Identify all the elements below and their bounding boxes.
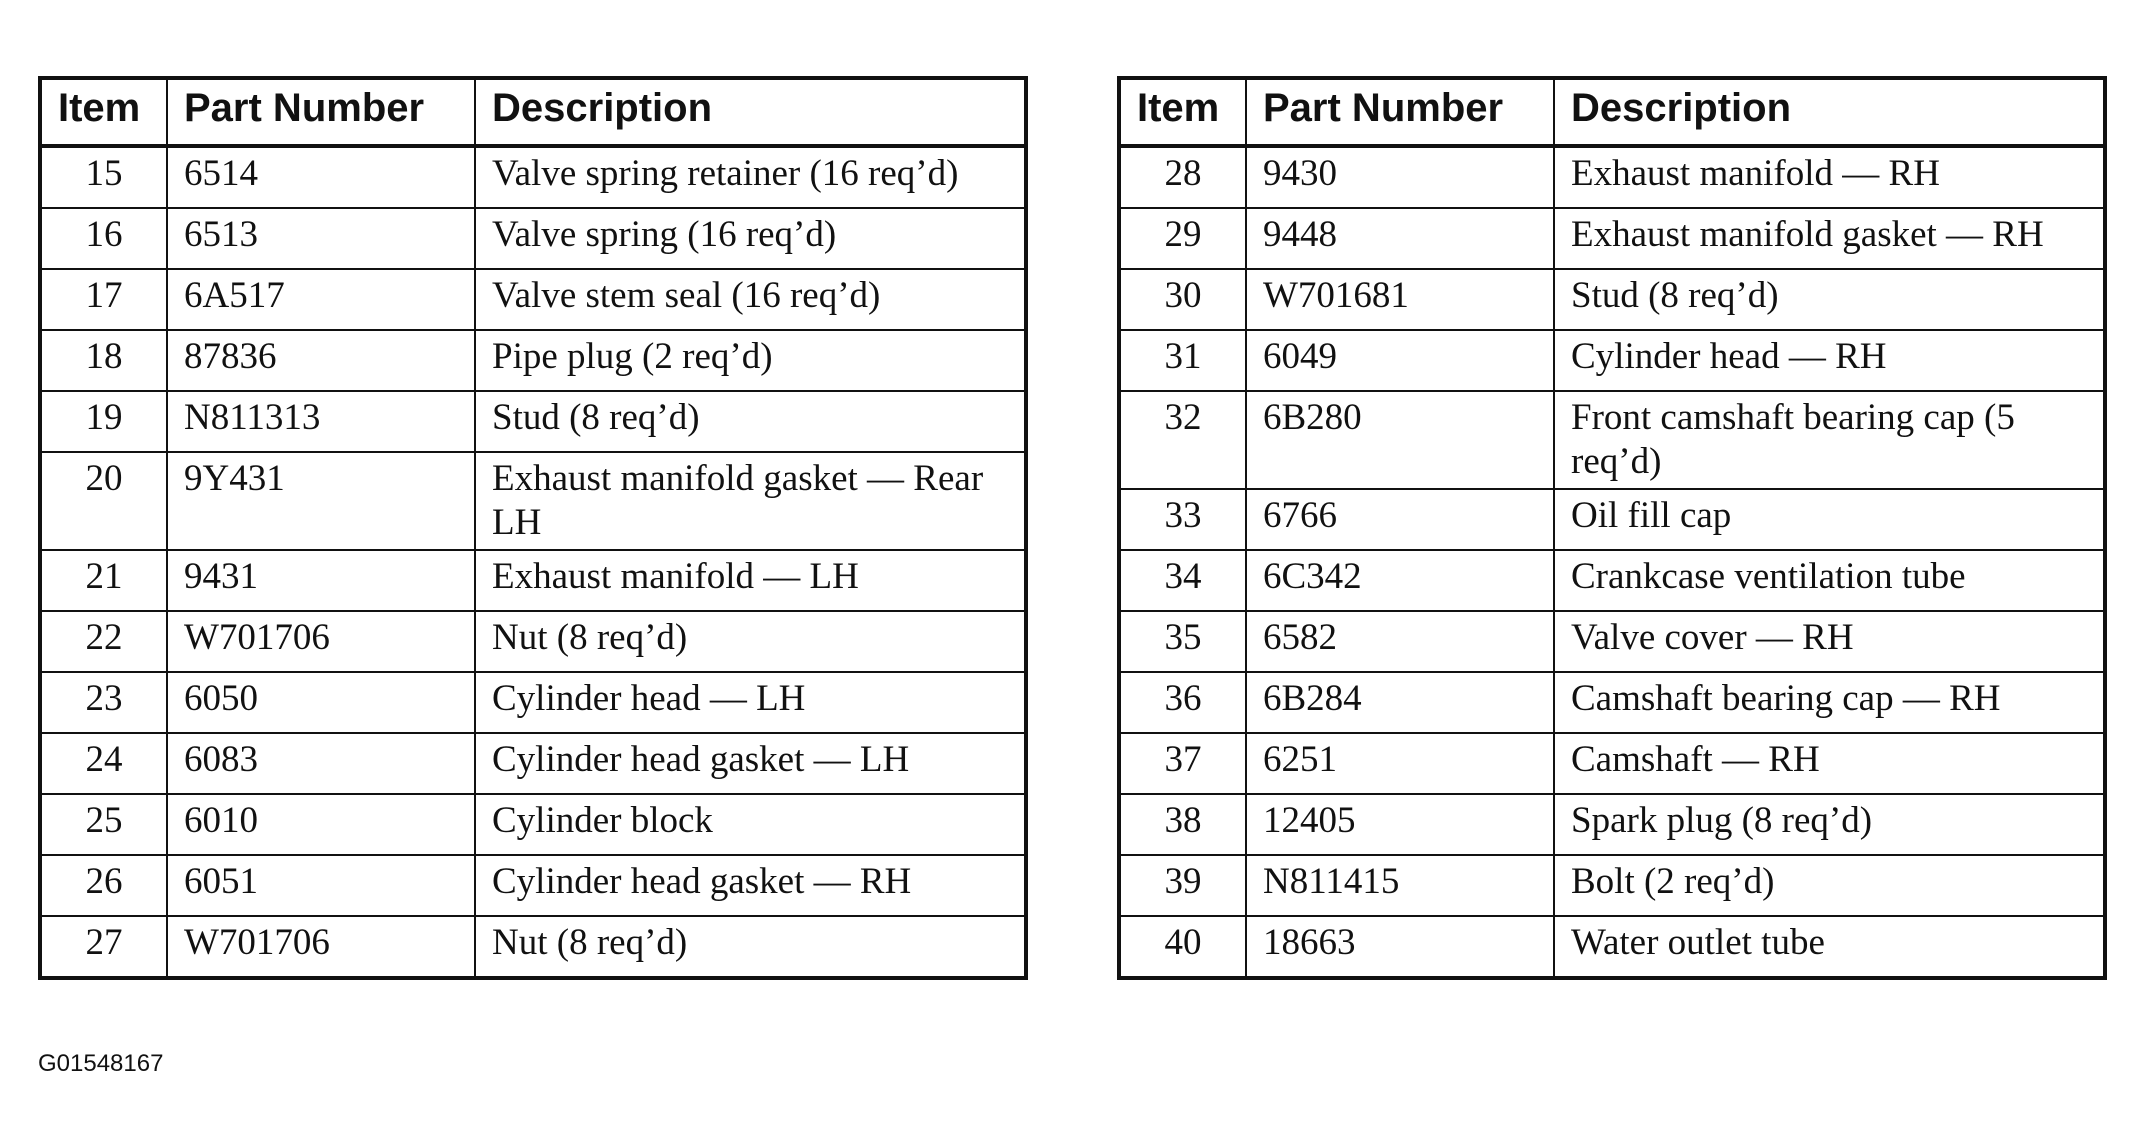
description-cell: Exhaust manifold — LH bbox=[475, 550, 1026, 611]
part-number-cell: 6083 bbox=[167, 733, 475, 794]
header-item: Item bbox=[40, 78, 167, 146]
parts-table-left bbox=[38, 76, 1028, 980]
item-cell: 38 bbox=[1119, 794, 1246, 855]
table-row bbox=[1119, 855, 2105, 916]
header-part-number: Part Number bbox=[1246, 78, 1554, 146]
table-row bbox=[40, 672, 1026, 733]
part-number-cell: 12405 bbox=[1246, 794, 1554, 855]
item-cell: 16 bbox=[40, 208, 167, 269]
description-cell: Cylinder block bbox=[475, 794, 1026, 855]
parts-table-right bbox=[1117, 76, 2107, 980]
table-row bbox=[40, 269, 1026, 330]
header-part-number: Part Number bbox=[167, 78, 475, 146]
description-cell: Valve stem seal (16 req’d) bbox=[475, 269, 1026, 330]
part-number-cell: 87836 bbox=[167, 330, 475, 391]
item-cell: 24 bbox=[40, 733, 167, 794]
item-cell: 20 bbox=[40, 452, 167, 550]
table-row bbox=[1119, 794, 2105, 855]
description-cell: Bolt (2 req’d) bbox=[1554, 855, 2105, 916]
item-cell: 29 bbox=[1119, 208, 1246, 269]
table-row bbox=[40, 733, 1026, 794]
table-row bbox=[40, 452, 1026, 550]
item-cell: 21 bbox=[40, 550, 167, 611]
part-number-cell: W701706 bbox=[167, 611, 475, 672]
part-number-cell: 6B284 bbox=[1246, 672, 1554, 733]
description-cell: Valve cover — RH bbox=[1554, 611, 2105, 672]
part-number-cell: 9431 bbox=[167, 550, 475, 611]
item-cell: 34 bbox=[1119, 550, 1246, 611]
table-row bbox=[40, 611, 1026, 672]
part-number-cell: 9Y431 bbox=[167, 452, 475, 550]
item-cell: 39 bbox=[1119, 855, 1246, 916]
table-row bbox=[1119, 489, 2105, 550]
figure-code: G01548167 bbox=[38, 1050, 164, 1077]
description-cell: Water outlet tube bbox=[1554, 916, 2105, 978]
table-row bbox=[40, 208, 1026, 269]
part-number-cell: N811313 bbox=[167, 391, 475, 452]
table-row bbox=[1119, 550, 2105, 611]
table-header-row bbox=[40, 78, 1026, 146]
part-number-cell: N811415 bbox=[1246, 855, 1554, 916]
description-cell: Oil fill cap bbox=[1554, 489, 2105, 550]
description-cell: Crankcase ventilation tube bbox=[1554, 550, 2105, 611]
table-row bbox=[1119, 672, 2105, 733]
item-cell: 30 bbox=[1119, 269, 1246, 330]
table-row bbox=[40, 916, 1026, 978]
item-cell: 28 bbox=[1119, 146, 1246, 208]
table-row bbox=[1119, 391, 2105, 489]
header-description: Description bbox=[475, 78, 1026, 146]
item-cell: 19 bbox=[40, 391, 167, 452]
description-cell: Cylinder head — RH bbox=[1554, 330, 2105, 391]
description-cell: Spark plug (8 req’d) bbox=[1554, 794, 2105, 855]
part-number-cell: 6051 bbox=[167, 855, 475, 916]
item-cell: 26 bbox=[40, 855, 167, 916]
table-row bbox=[40, 855, 1026, 916]
item-cell: 37 bbox=[1119, 733, 1246, 794]
part-number-cell: 6766 bbox=[1246, 489, 1554, 550]
item-cell: 40 bbox=[1119, 916, 1246, 978]
part-number-cell: 6049 bbox=[1246, 330, 1554, 391]
part-number-cell: W701681 bbox=[1246, 269, 1554, 330]
part-number-cell: 6B280 bbox=[1246, 391, 1554, 489]
item-cell: 33 bbox=[1119, 489, 1246, 550]
description-cell: Nut (8 req’d) bbox=[475, 916, 1026, 978]
table-row bbox=[1119, 208, 2105, 269]
description-cell: Cylinder head gasket — LH bbox=[475, 733, 1026, 794]
item-cell: 31 bbox=[1119, 330, 1246, 391]
header-description: Description bbox=[1554, 78, 2105, 146]
item-cell: 23 bbox=[40, 672, 167, 733]
description-cell: Camshaft — RH bbox=[1554, 733, 2105, 794]
table-row bbox=[40, 391, 1026, 452]
item-cell: 18 bbox=[40, 330, 167, 391]
description-cell: Exhaust manifold — RH bbox=[1554, 146, 2105, 208]
part-number-cell: 6513 bbox=[167, 208, 475, 269]
description-cell: Valve spring retainer (16 req’d) bbox=[475, 146, 1026, 208]
description-cell: Pipe plug (2 req’d) bbox=[475, 330, 1026, 391]
description-cell: Nut (8 req’d) bbox=[475, 611, 1026, 672]
table-row bbox=[1119, 611, 2105, 672]
part-number-cell: 6050 bbox=[167, 672, 475, 733]
part-number-cell: 6582 bbox=[1246, 611, 1554, 672]
description-cell: Exhaust manifold gasket — Rear LH bbox=[475, 452, 1026, 550]
table-row bbox=[1119, 916, 2105, 978]
part-number-cell: W701706 bbox=[167, 916, 475, 978]
part-number-cell: 6251 bbox=[1246, 733, 1554, 794]
description-cell: Cylinder head — LH bbox=[475, 672, 1026, 733]
table-row bbox=[40, 794, 1026, 855]
description-cell: Cylinder head gasket — RH bbox=[475, 855, 1026, 916]
part-number-cell: 6514 bbox=[167, 146, 475, 208]
description-cell: Camshaft bearing cap — RH bbox=[1554, 672, 2105, 733]
table-row bbox=[40, 330, 1026, 391]
part-number-cell: 6C342 bbox=[1246, 550, 1554, 611]
part-number-cell: 6A517 bbox=[167, 269, 475, 330]
table-header-row bbox=[1119, 78, 2105, 146]
table-row bbox=[1119, 269, 2105, 330]
description-cell: Front camshaft bearing cap (5 req’d) bbox=[1554, 391, 2105, 489]
item-cell: 15 bbox=[40, 146, 167, 208]
header-item: Item bbox=[1119, 78, 1246, 146]
description-cell: Stud (8 req’d) bbox=[1554, 269, 2105, 330]
part-number-cell: 9448 bbox=[1246, 208, 1554, 269]
description-cell: Exhaust manifold gasket — RH bbox=[1554, 208, 2105, 269]
table-row bbox=[40, 550, 1026, 611]
item-cell: 36 bbox=[1119, 672, 1246, 733]
item-cell: 22 bbox=[40, 611, 167, 672]
description-cell: Valve spring (16 req’d) bbox=[475, 208, 1026, 269]
table-row bbox=[1119, 146, 2105, 208]
item-cell: 17 bbox=[40, 269, 167, 330]
item-cell: 35 bbox=[1119, 611, 1246, 672]
item-cell: 25 bbox=[40, 794, 167, 855]
item-cell: 32 bbox=[1119, 391, 1246, 489]
table-row bbox=[1119, 733, 2105, 794]
part-number-cell: 18663 bbox=[1246, 916, 1554, 978]
part-number-cell: 9430 bbox=[1246, 146, 1554, 208]
table-row bbox=[1119, 330, 2105, 391]
table-row bbox=[40, 146, 1026, 208]
part-number-cell: 6010 bbox=[167, 794, 475, 855]
item-cell: 27 bbox=[40, 916, 167, 978]
description-cell: Stud (8 req’d) bbox=[475, 391, 1026, 452]
